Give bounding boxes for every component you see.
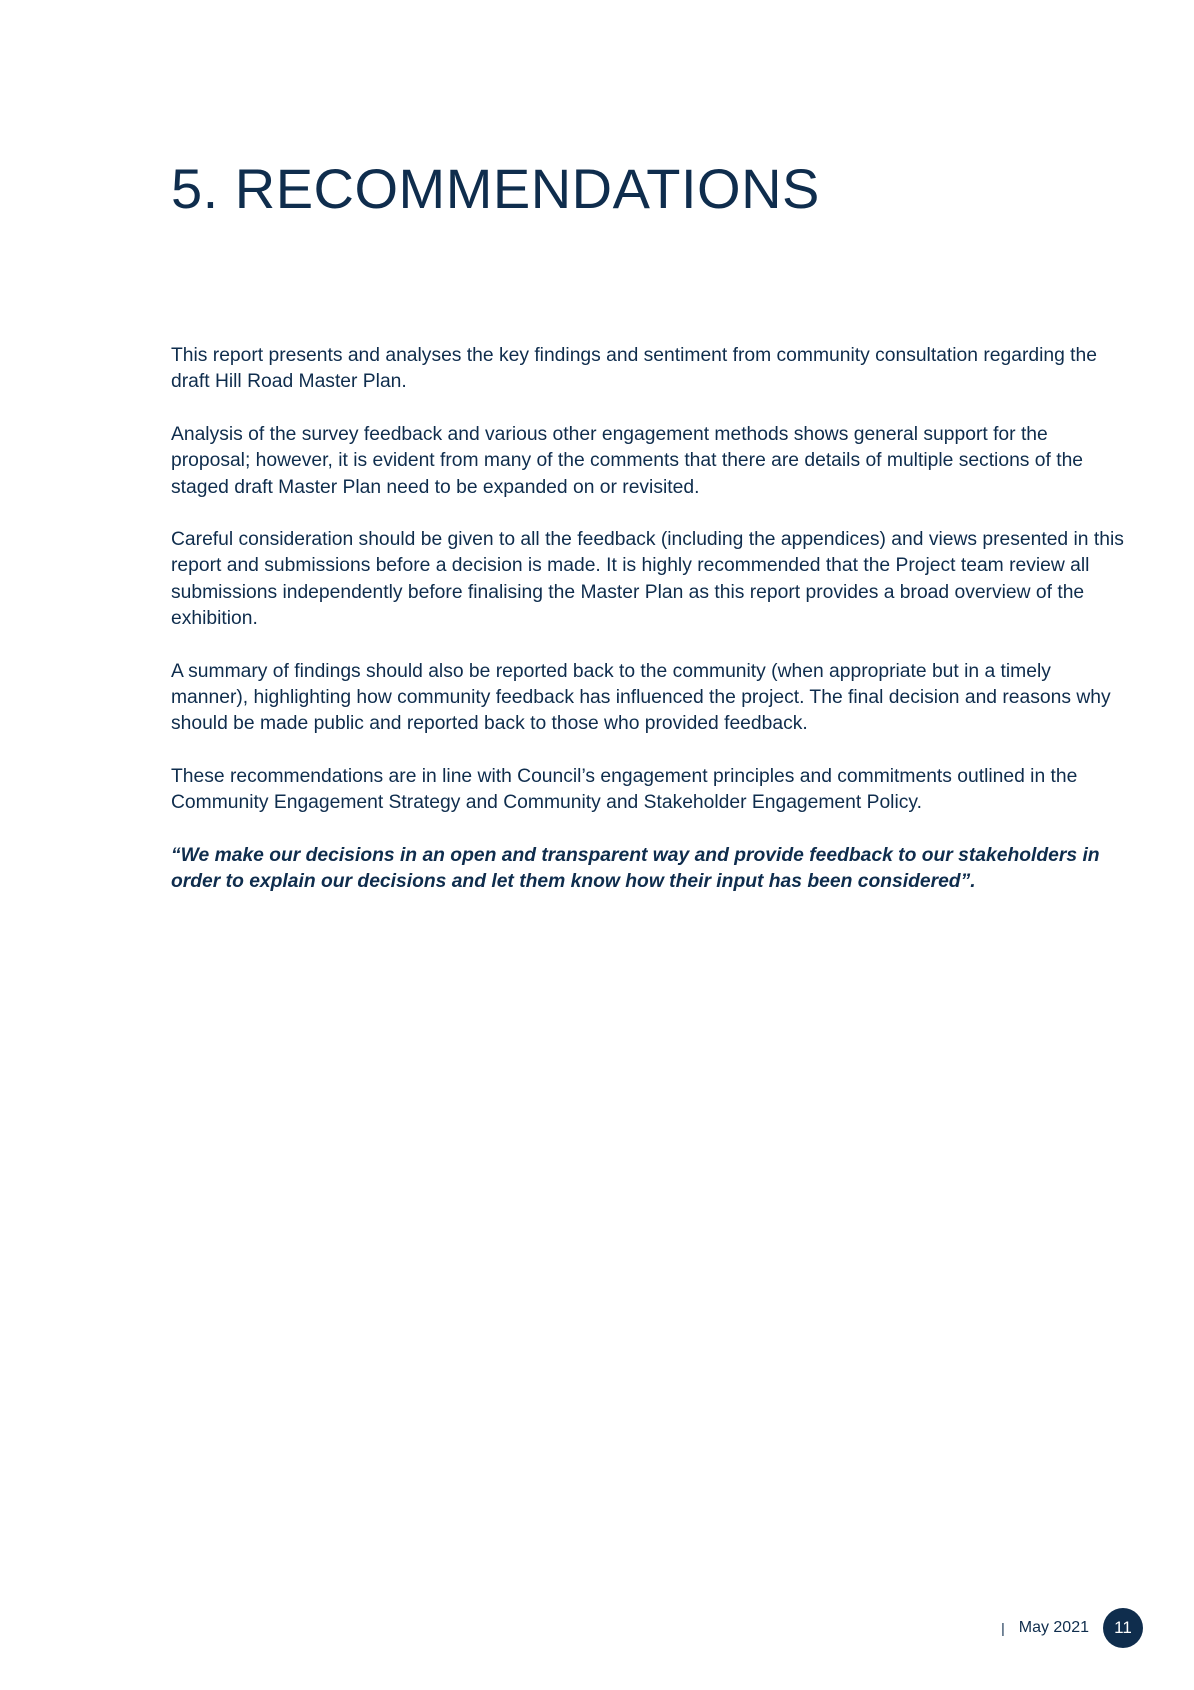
page-title: 5. RECOMMENDATIONS	[171, 157, 820, 220]
page-number-badge	[1103, 1608, 1143, 1648]
footer-separator: |	[1001, 1620, 1005, 1636]
footer-date: May 2021	[1018, 1619, 1089, 1636]
paragraph-consideration: Careful consideration should be given to all the feedback (including the appendices) and views presented in this report and submissions before a decision is made. It is highly recommended that the Project team review all submissions independently before finalising the Master Plan as this report provides a broad overview of the exhibition.	[171, 529, 1124, 630]
page-number: 11	[1114, 1618, 1132, 1637]
paragraph-analysis: Analysis of the survey feedback and various other engagement methods shows general support for the proposal; however, it is evident from many of the comments that there are details of multiple sections of the staged draft Master Plan need to be expanded on or revisited.	[171, 423, 1084, 498]
paragraph-intro: This report presents and analyses the key findings and sentiment from community consultation regarding the draft Hill Road Master Plan.	[171, 345, 1097, 393]
paragraph-summary: A summary of findings should also be reported back to the community (when appropriate but in a timely manner), highlighting how community feedback has influenced the project. The final decision and reasons why should be made public and reported back to those who provided feedback.	[171, 660, 1111, 735]
page-footer	[1001, 1608, 1143, 1648]
paragraph-principles: These recommendations are in line with Council’s engagement principles and commitments outlined in the Community Engagement Strategy and Community and Stakeholder Engagement Policy.	[171, 765, 1078, 814]
body-text	[171, 343, 1131, 922]
closing-quote: “We make our decisions in an open and transparent way and provide feedback to our stakeholders in order to explain our decisions and let them know how their input has been considered”.	[171, 844, 1100, 893]
